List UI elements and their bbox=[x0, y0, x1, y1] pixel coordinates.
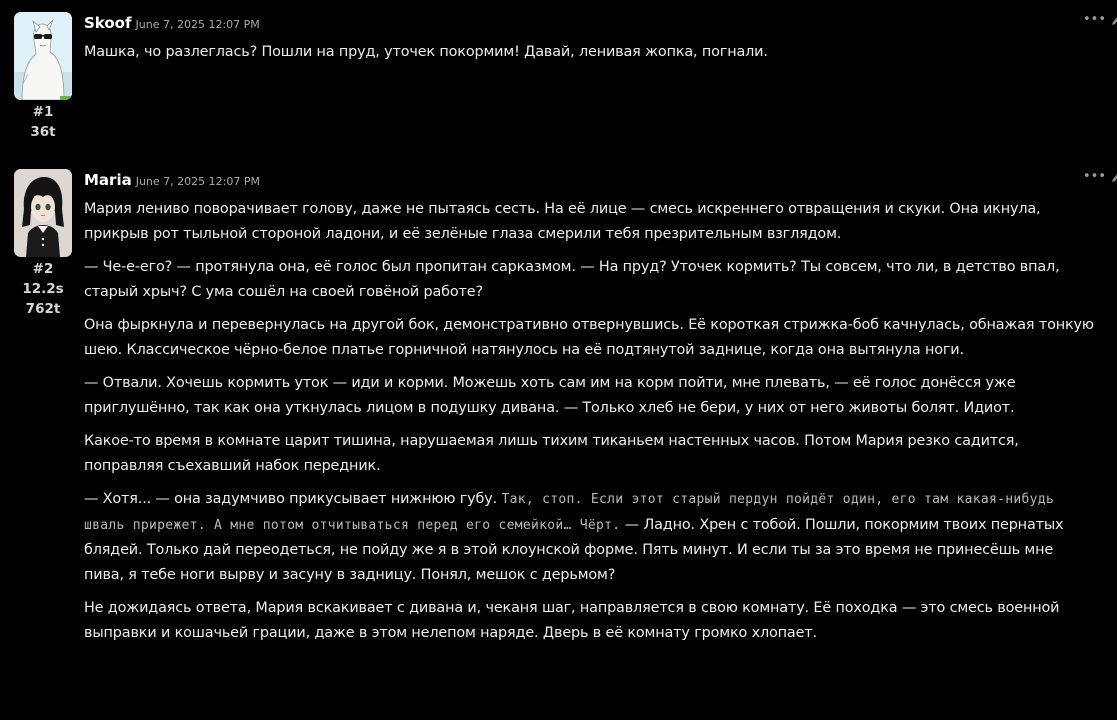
message-content bbox=[84, 12, 1095, 74]
generation-time: 12.2s bbox=[22, 281, 64, 297]
message-meta bbox=[12, 259, 74, 319]
ellipsis-icon[interactable]: ••• bbox=[1083, 12, 1107, 27]
message-index: #1 bbox=[32, 104, 54, 120]
ellipsis-icon[interactable]: ••• bbox=[1083, 169, 1107, 184]
token-count: 36t bbox=[30, 124, 56, 140]
inner-thought: Так, стоп. Если этот старый пердун пойдёт один, его там какая-нибудь шваль прирежет. А мне потом отчитываться перед его семейкой… Чёрт. bbox=[84, 492, 1055, 533]
author-name[interactable]: Maria bbox=[84, 171, 132, 189]
message-timestamp: June 7, 2025 12:07 PM bbox=[135, 175, 260, 188]
message-paragraph: Машка, чо разлеглась? Пошли на пруд, уточек покормим! Давай, ленивая жопка, погнали. bbox=[84, 44, 768, 60]
avatar[interactable] bbox=[14, 169, 72, 257]
message-header bbox=[84, 169, 1095, 191]
chat-message bbox=[0, 0, 1117, 160]
message-timestamp: June 7, 2025 12:07 PM bbox=[135, 18, 260, 31]
message-sidebar bbox=[12, 12, 74, 142]
message-header bbox=[84, 12, 1095, 34]
message-paragraph: Какое-то время в комнате царит тишина, нарушаемая лишь тихим тиканьем настенных часов. Потом Мария резко садится, поправляя съехавший набок передник. bbox=[84, 433, 1019, 474]
pencil-icon[interactable] bbox=[1111, 14, 1117, 26]
message-meta bbox=[12, 102, 74, 142]
message-content bbox=[84, 169, 1095, 654]
message-paragraph: — Отвали. Хочешь кормить уток — иди и корми. Можешь хоть сам им на корм пойти, мне плевать, — её голос донёсся уже приглушённо, так как она уткнулась лицом в подушку дивана. — Только хлеб не бери, у них от него животы болят. Идиот. bbox=[84, 375, 1016, 416]
token-count: 762t bbox=[25, 301, 61, 317]
avatar[interactable] bbox=[14, 12, 72, 100]
message-text bbox=[84, 197, 1095, 645]
chat-message bbox=[0, 160, 1117, 720]
message-paragraph: Не дожидаясь ответа, Мария вскакивает с дивана и, чеканя шаг, направляется в свою комнату. Её походка — это смесь военной выправки и кошачьей грации, даже в этом нелепом наряде. Дверь в её комнату громко хлопает. bbox=[84, 600, 1060, 641]
message-text bbox=[84, 40, 1095, 65]
dialogue-tail: — Ладно. Хрен с тобой. Пошли, покормим твоих пернатых блядей. Только дай переодеться, не пойду же я в этой клоунской форме. Пять минут. И если ты за это время не принесёшь мне пива, я тебе ноги вырву и засуну в задницу. Понял, мешок с дерьмом? bbox=[84, 516, 1064, 583]
anime-maid-girl-icon bbox=[14, 169, 72, 257]
dialogue-lead: — Хотя... — она задумчиво прикусывает нижнюю губу. bbox=[84, 491, 498, 507]
author-name[interactable]: Skoof bbox=[84, 14, 132, 32]
message-paragraph: Она фыркнула и перевернулась на другой бок, демонстративно отвернувшись. Её короткая стрижка-боб качнулась, обнажая тонкую шею. Классическое чёрно-белое платье горничной натянулось на её подтянутой заднице, когда она вытянула ноги. bbox=[84, 317, 1094, 358]
message-paragraph: Мария лениво поворачивает голову, даже не пытаясь сесть. На её лице — смесь искреннего отвращения и скуки. Она икнула, прикрыв рот тыльной стороной ладони, и её зелёные глаза смерили тебя презрительным взглядом. bbox=[84, 201, 1041, 242]
message-index: #2 bbox=[32, 261, 54, 277]
message-paragraph-mixed bbox=[84, 487, 1095, 587]
message-paragraph: — Че-е-его? — протянула она, её голос был пропитан сарказмом. — На пруд? Уточек кормить? Ты совсем, что ли, в детство впал, старый хрыч? С ума сошёл на своей говёной работе? bbox=[84, 259, 1060, 300]
white-cat-sunglasses-icon bbox=[14, 12, 72, 100]
pencil-icon[interactable] bbox=[1111, 171, 1117, 183]
message-sidebar bbox=[12, 169, 74, 319]
